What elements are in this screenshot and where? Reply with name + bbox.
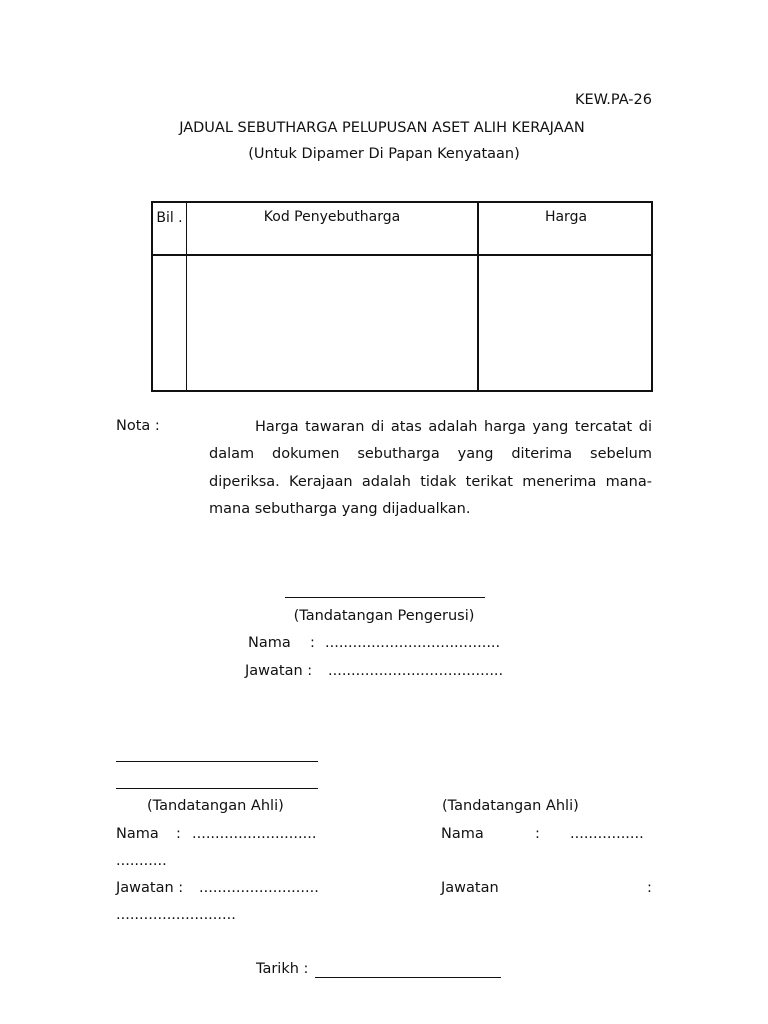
column-header-harga: Harga — [544, 209, 588, 225]
date-label: Tarikh : — [256, 961, 309, 977]
table-cell-kod[interactable] — [187, 256, 477, 390]
column-header-bil: Bil . — [156, 210, 183, 226]
member-left-name-field[interactable]: ........................... — [192, 826, 317, 842]
member-left-position-field-continued[interactable]: .......................... — [116, 907, 236, 923]
member-right-caption: (Tandatangan Ahli) — [442, 798, 579, 814]
chair-name-separator: : — [310, 635, 315, 651]
chair-position-label: Jawatan : — [245, 663, 313, 679]
member-signature-line[interactable] — [116, 761, 318, 762]
chair-name-field[interactable]: ...................................... — [325, 635, 501, 651]
note-text: Harga tawaran di atas adalah harga yang tercatat di dalam dokumen sebutharga yang diterima sebelum diperiksa. Kerajaan adalah tidak terikat menerima mana-mana sebutharga yang dijadualkan. — [209, 419, 652, 517]
table-cell-harga[interactable] — [479, 256, 653, 390]
document-subtitle-text: (Untuk Dipamer Di Papan Kenyataan) — [248, 146, 520, 162]
quotation-table — [151, 201, 653, 392]
member-right-position-label: Jawatan — [441, 880, 499, 896]
table-cell-bil[interactable] — [153, 256, 186, 390]
member-left-caption: (Tandatangan Ahli) — [147, 798, 284, 814]
date-field[interactable] — [315, 977, 501, 978]
document-subtitle — [0, 146, 768, 162]
form-code: KEW.PA-26 — [574, 92, 652, 108]
member-right-name-label: Nama — [441, 826, 484, 842]
chair-signature-line[interactable] — [285, 597, 485, 598]
member-left-position-field[interactable]: .......................... — [199, 880, 319, 896]
member-left-name-field-continued[interactable]: ........... — [116, 853, 167, 869]
member-right-name-field[interactable]: ................ — [570, 826, 644, 842]
member-right-name-separator: : — [535, 826, 540, 842]
document-title — [0, 120, 768, 136]
member-left-position-label: Jawatan : — [116, 880, 184, 896]
member-left-name-label: Nama — [116, 826, 159, 842]
member-left-name-separator: : — [176, 826, 181, 842]
member-signature-line[interactable] — [116, 788, 318, 789]
document-title-text: JADUAL SEBUTHARGA PELUPUSAN ASET ALIH KERAJAAN — [179, 120, 585, 136]
chair-name-label: Nama — [248, 635, 291, 651]
note-label: Nota : — [116, 418, 160, 434]
chair-position-field[interactable]: ...................................... — [328, 663, 504, 679]
member-right-position-separator: : — [647, 880, 652, 896]
chair-signature-caption: (Tandatangan Pengerusi) — [293, 608, 475, 624]
column-header-kod-penyebutharga: Kod Penyebutharga — [263, 209, 401, 225]
